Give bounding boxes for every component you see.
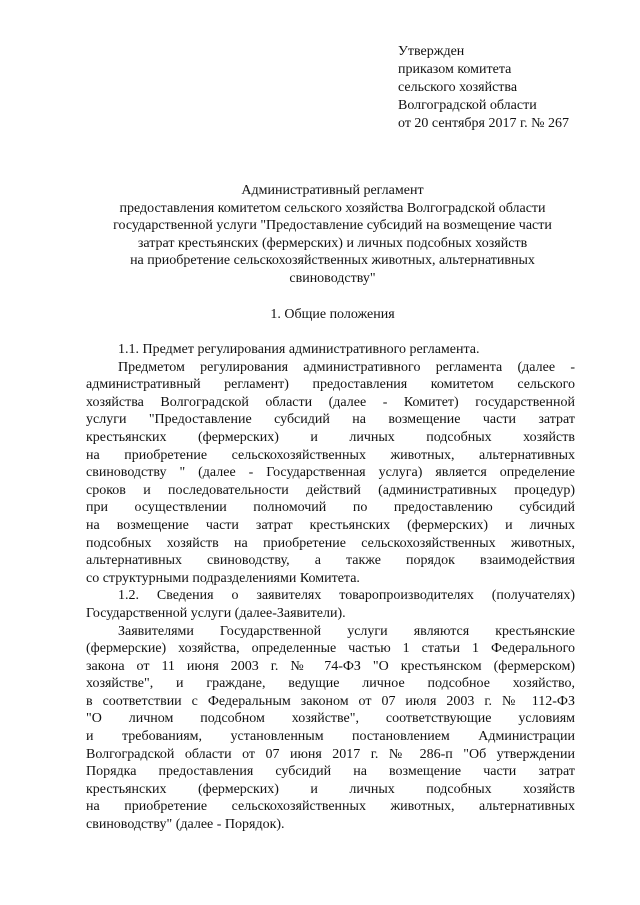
paragraph-line: на возмещение части затрат крестьянских (фермерских) и личных: [86, 517, 575, 533]
paragraph-line: на приобретение сельскохозяйственных животных, альтернативных: [86, 799, 575, 815]
paragraph-line: "О личном подсобном хозяйстве", соответствующие условиям: [86, 711, 575, 727]
section-heading: 1. Общие положения: [270, 307, 395, 322]
paragraph-line: крестьянских (фермерских) и личных подсобных хозяйств: [86, 429, 575, 445]
approval-stamp-block: [398, 43, 628, 133]
paragraph-line: подсобных хозяйств на приобретение сельскохозяйственных животных,: [86, 535, 575, 551]
title-line: затрат крестьянских (фермерских) и личных подсобных хозяйств: [137, 235, 528, 251]
paragraph-line: Порядка предоставления субсидий на возмещение части затрат: [86, 764, 575, 780]
title-line: предоставления комитетом сельского хозяйства Волгоградской области: [119, 200, 546, 216]
approval-line: от 20 сентября 2017 г. № 267: [398, 116, 569, 131]
paragraph-line: Предметом регулирования административного регламента (далее -: [118, 359, 575, 375]
paragraph-line: Заявителями Государственной услуги являются крестьянские: [118, 623, 575, 639]
document-body: [86, 341, 575, 834]
subsection-heading: 1.2. Сведения о заявителях товаропроизводителях (получателях): [118, 588, 575, 604]
approval-line: Волгоградской области: [398, 98, 537, 113]
paragraph-line: со структурными подразделениями Комитета.: [86, 570, 360, 586]
paragraph-line: хозяйства Волгоградской области (далее - Комитет) государственной: [86, 394, 575, 410]
paragraph-line: крестьянских (фермерских) и личных подсобных хозяйств: [86, 781, 575, 797]
paragraph-line: на приобретение сельскохозяйственных животных, альтернативных: [86, 447, 575, 463]
paragraph-line: свиноводству " (далее - Государственная услуга) является определение: [86, 465, 575, 481]
title-line: на приобретение сельскохозяйственных животных, альтернативных: [130, 253, 535, 269]
paragraph-line: свиноводству" (далее - Порядок).: [86, 817, 285, 833]
paragraph-line: Государственной услуги (далее-Заявители).: [86, 605, 346, 621]
title-line: Административный регламент: [241, 183, 424, 198]
approval-line: сельского хозяйства: [398, 80, 518, 95]
paragraph-line: при осуществлении полномочий по предоставлению субсидий: [86, 500, 575, 516]
approval-line: приказом комитета: [398, 62, 512, 77]
paragraph-line: альтернативных свиноводству, а также порядок взаимодействия: [86, 553, 575, 569]
title-line: свиноводству": [289, 270, 376, 286]
paragraph-line: хозяйстве", и граждане, ведущие личное подсобное хозяйство,: [86, 676, 575, 692]
paragraph-line: в соответствии с Федеральным законом от 07 июля 2003 г. № 112-ФЗ: [86, 693, 575, 709]
approval-line: Утвержден: [398, 44, 465, 59]
document-title: [80, 182, 585, 288]
paragraph-line: закона от 11 июня 2003 г. № 74-ФЗ "О крестьянском (фермерском): [86, 658, 575, 674]
title-line: государственной услуги "Предоставление субсидий на возмещение части: [113, 218, 552, 234]
paragraph-line: и требованиям, установленным постановлением Администрации: [86, 729, 575, 745]
paragraph-line: Волгоградской области от 07 июня 2017 г. № 286-п "Об утверждении: [86, 746, 575, 762]
paragraph-line: (фермерские) хозяйства, определенные частью 1 статьи 1 Федерального: [86, 641, 575, 657]
subsection-heading: 1.1. Предмет регулирования административного регламента.: [118, 342, 480, 357]
paragraph-line: услуги "Предоставление субсидий на возмещение части затрат: [86, 412, 575, 428]
paragraph-line: сроков и последовательности действий (административных процедур): [86, 482, 575, 498]
paragraph-line: административный регламент) предоставления комитетом сельского: [86, 377, 575, 393]
